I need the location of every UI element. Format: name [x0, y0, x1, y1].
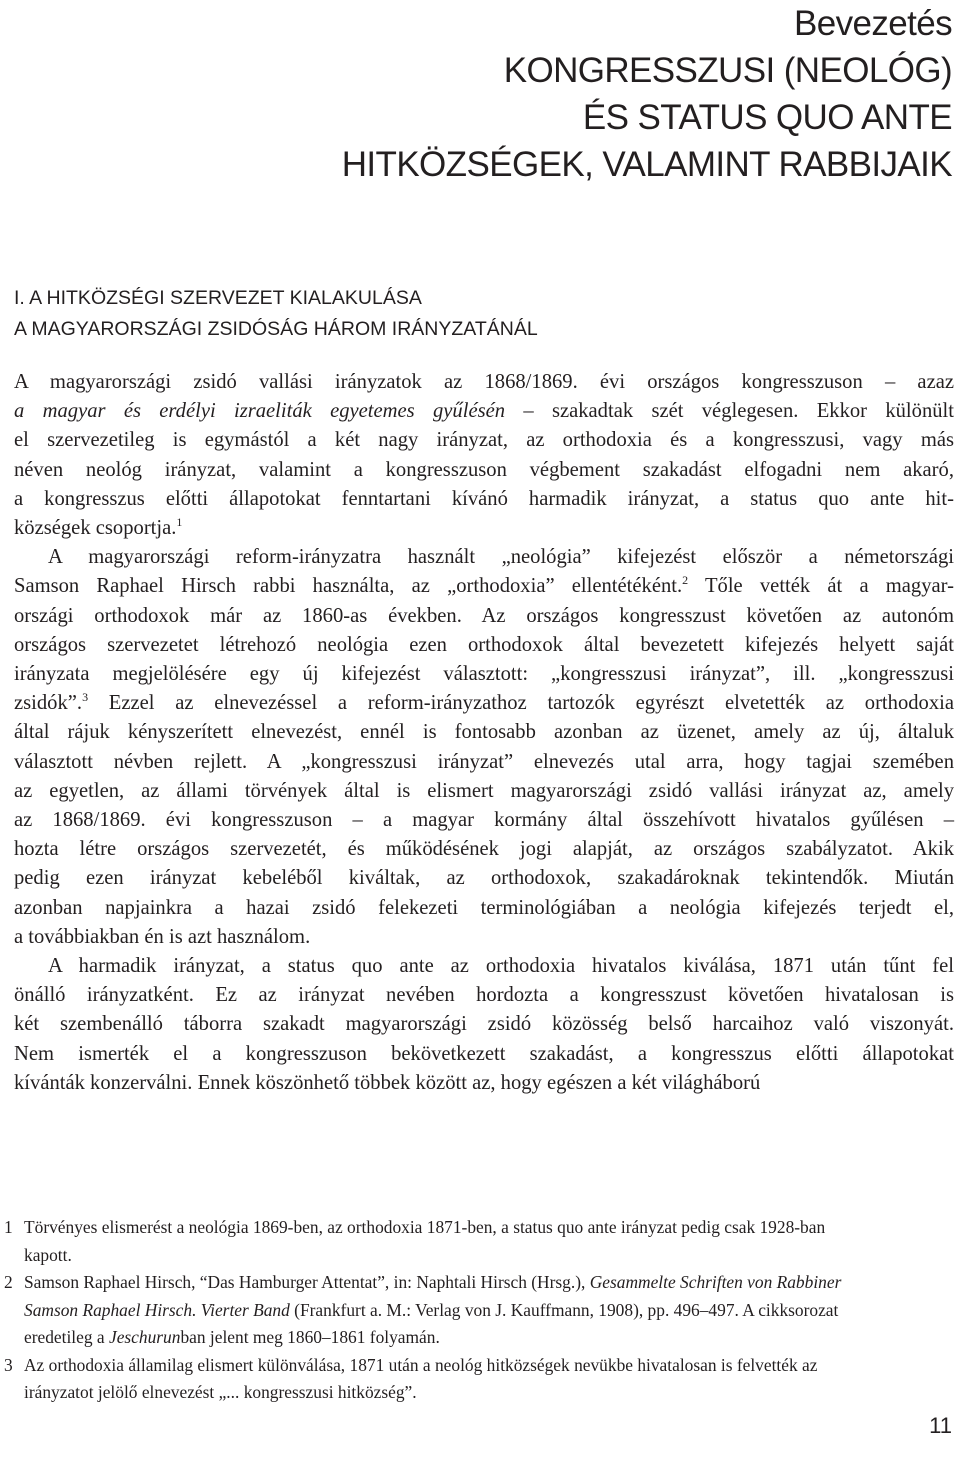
text-run: az egyetlen, az állami törvények által is elismert magyarországi zsidó vallási irányzat az, amely [14, 779, 954, 802]
paragraph-line [14, 1069, 954, 1098]
text-run: ban jelent meg 1860–1861 folyamán. [180, 1327, 440, 1347]
footnote-line [24, 1242, 954, 1270]
text-run: irányzatot jelölő elnevezést „... kongresszusi hitközség”. [24, 1382, 417, 1402]
text-run: választott névben rejlett. A „kongresszusi irányzat” elnevezés utal arra, hogy tagjai szemében [14, 750, 954, 773]
text-run: Samson Raphael Hirsch, “Das Hamburger Attentat”, in: Naphtali Hirsch (Hrsg.), [24, 1272, 590, 1292]
footnote [4, 1214, 954, 1269]
text-run: azonban napjainkra a hazai zsidó felekezeti terminológiában a neológia kifejezés terjedt el, [14, 896, 954, 919]
paragraph-line [14, 718, 954, 747]
paragraph-line [14, 1040, 954, 1069]
chapter-title-line: HITKÖZSÉGEK, VALAMINT RABBIJAIK [341, 145, 952, 184]
text-run: eredetileg a [24, 1327, 109, 1347]
paragraph-line [14, 1010, 954, 1039]
chapter-header [342, 0, 952, 188]
footnotes [4, 1214, 954, 1407]
section-heading-line: I. A HITKÖZSÉGI SZERVEZET KIALAKULÁSA [14, 287, 422, 309]
footnote-line [24, 1297, 954, 1325]
chapter-title-line: KONGRESSZUSI (NEOLÓG) [503, 51, 952, 90]
text-run: a kongresszus előtti állapotokat fenntartani kívánó harmadik irányzat, a status quo ante hit- [14, 487, 954, 510]
paragraph-line [14, 689, 954, 718]
footnote-reference: 3 [82, 690, 89, 705]
footnote-reference: 2 [682, 573, 689, 588]
text-run: zsidók”. [14, 692, 83, 715]
body-text [14, 368, 954, 1098]
text-run: Törvényes elismerést a neológia 1869-ben, az orthodoxia 1871-ben, a status quo ante irányzat pedig csak 1928-ban [24, 1217, 826, 1237]
footnote-line [24, 1214, 954, 1242]
paragraph-line [14, 602, 954, 631]
paragraph-line [14, 806, 954, 835]
text-run: kívánták konzerválni. Ennek köszönhető többek között az, hogy egészen a két világháború [14, 1071, 761, 1094]
section-heading-line: A MAGYARORSZÁGI ZSIDÓSÁG HÁROM IRÁNYZATÁNÁL [14, 318, 538, 340]
paragraph-line [14, 572, 954, 601]
text-run: Tőle vették át a magyar- [688, 575, 954, 598]
paragraph-line [14, 864, 954, 893]
page-number: 11 [929, 1413, 952, 1438]
text-run: két szembenálló táborra szakadt magyarországi zsidó közösség belső harcaihoz való viszonyát. [14, 1013, 954, 1036]
paragraph-line [14, 514, 954, 543]
italic-text: Jeschurun [108, 1327, 181, 1347]
paragraph-line [14, 660, 954, 689]
paragraph-line [14, 952, 954, 981]
paragraph-line [14, 981, 954, 1010]
paragraph-line [14, 397, 954, 426]
text-run: Az orthodoxia államilag elismert különválása, 1871 után a neológ hitközségek nevükbe hivatalosan is felvették az [24, 1354, 818, 1375]
text-run: a továbbiakban én is azt használom. [14, 925, 311, 948]
italic-text: Samson Raphael Hirsch. Vierter Band [24, 1299, 290, 1320]
footnote-reference: 1 [176, 515, 183, 530]
chapter-label: Bevezetés [793, 4, 952, 43]
italic-text: Gesammelte Schriften von Rabbiner [589, 1272, 842, 1292]
text-run: A magyarországi reform-irányzatra használt „neológia” kifejezést először a németországi [48, 546, 954, 569]
text-run: A harmadik irányzat, a status quo ante az orthodoxia hivatalos kiválása, 1871 után tűnt fel [48, 955, 954, 978]
paragraph-line [14, 456, 954, 485]
text-run: hozta létre országos szervezetét, és működésének jogi alapját, az országos szabályzatot. Akik [14, 838, 954, 861]
footnote [4, 1269, 954, 1352]
text-run: néven neológ irányzat, valamint a kongresszuson végbement szakadást elfogadni nem akaró, [14, 458, 954, 481]
text-run: országos szervezetet létrehozó neológia ezen orthodoxok által bevezetett kifejezés helyett saját [14, 633, 954, 656]
paragraph-line [14, 835, 954, 864]
footnote-number: 1 [4, 1217, 13, 1237]
text-run: – szakadtak szét véglegesen. Ekkor különült [505, 400, 954, 423]
footnote-line [24, 1324, 954, 1352]
text-run: által rájuk kényszerített elnevezést, ennél is fontosabb azonban az üzenet, amely az új, általuk [14, 721, 954, 744]
footnote-number: 2 [4, 1272, 13, 1292]
text-run: kapott. [24, 1244, 72, 1265]
text-run: A magyarországi zsidó vallási irányzatok az 1868/1869. évi országos kongresszuson – azaz [14, 371, 954, 393]
text-run: az 1868/1869. évi kongresszuson – a magyar kormány által összehívott hivatalos gyűlésen – [14, 809, 954, 832]
paragraph-line [14, 631, 954, 660]
text-run: el szervezetileg is egymástól a két nagy irányzat, az orthodoxia és a kongresszusi, vagy más [14, 429, 954, 452]
text-run: pedig ezen irányzat kebeléből kiváltak, az orthodoxok, szakadároknak tekintendők. Miután [14, 867, 954, 890]
paragraph-line [14, 543, 954, 572]
chapter-title-line: ÉS STATUS QUO ANTE [582, 98, 952, 137]
paragraph [14, 368, 954, 543]
footnote-line [24, 1352, 954, 1380]
section-heading [14, 283, 538, 345]
text-run: önálló irányzatként. Ez az irányzat nevében hordozta a kongresszust követően hivatalosan is [14, 984, 954, 1007]
paragraph-line [14, 426, 954, 455]
footnote-line [24, 1379, 954, 1407]
paragraph-line [14, 485, 954, 514]
text-run: országi orthodoxok már az 1860-as években. Az országos kongresszust követően az autonóm [14, 604, 954, 627]
text-run: Nem ismerték el a kongresszuson bekövetkezett szakadást, a kongresszus előtti állapotokat [14, 1042, 954, 1065]
text-run: irányzata megjelölésére egy új kifejezést választott: „kongresszusi irányzat”, ill. „kongresszusi [14, 663, 954, 686]
text-run: községek csoportja. [14, 517, 177, 540]
footnote [4, 1352, 954, 1407]
paragraph [14, 543, 954, 952]
paragraph-line [14, 894, 954, 923]
paragraph-line [14, 923, 954, 952]
paragraph-line [14, 368, 954, 397]
text-run: Samson Raphael Hirsch rabbi használta, az „orthodoxia” ellentétéként. [14, 575, 683, 598]
paragraph-line [14, 777, 954, 806]
italic-text: a magyar és erdélyi izraeliták egyetemes gyűlésén [14, 400, 506, 423]
paragraph [14, 952, 954, 1098]
text-run: (Frankfurt a. M.: Verlag von J. Kauffmann, 1908), pp. 496–497. A cikksorozat [289, 1299, 839, 1320]
paragraph-line [14, 748, 954, 777]
footnote-number: 3 [4, 1354, 13, 1375]
footnote-line [24, 1269, 954, 1297]
text-run: Ezzel az elnevezéssel a reform-irányzathoz tartozók egyrészt elvetették az orthodoxia [88, 692, 954, 715]
